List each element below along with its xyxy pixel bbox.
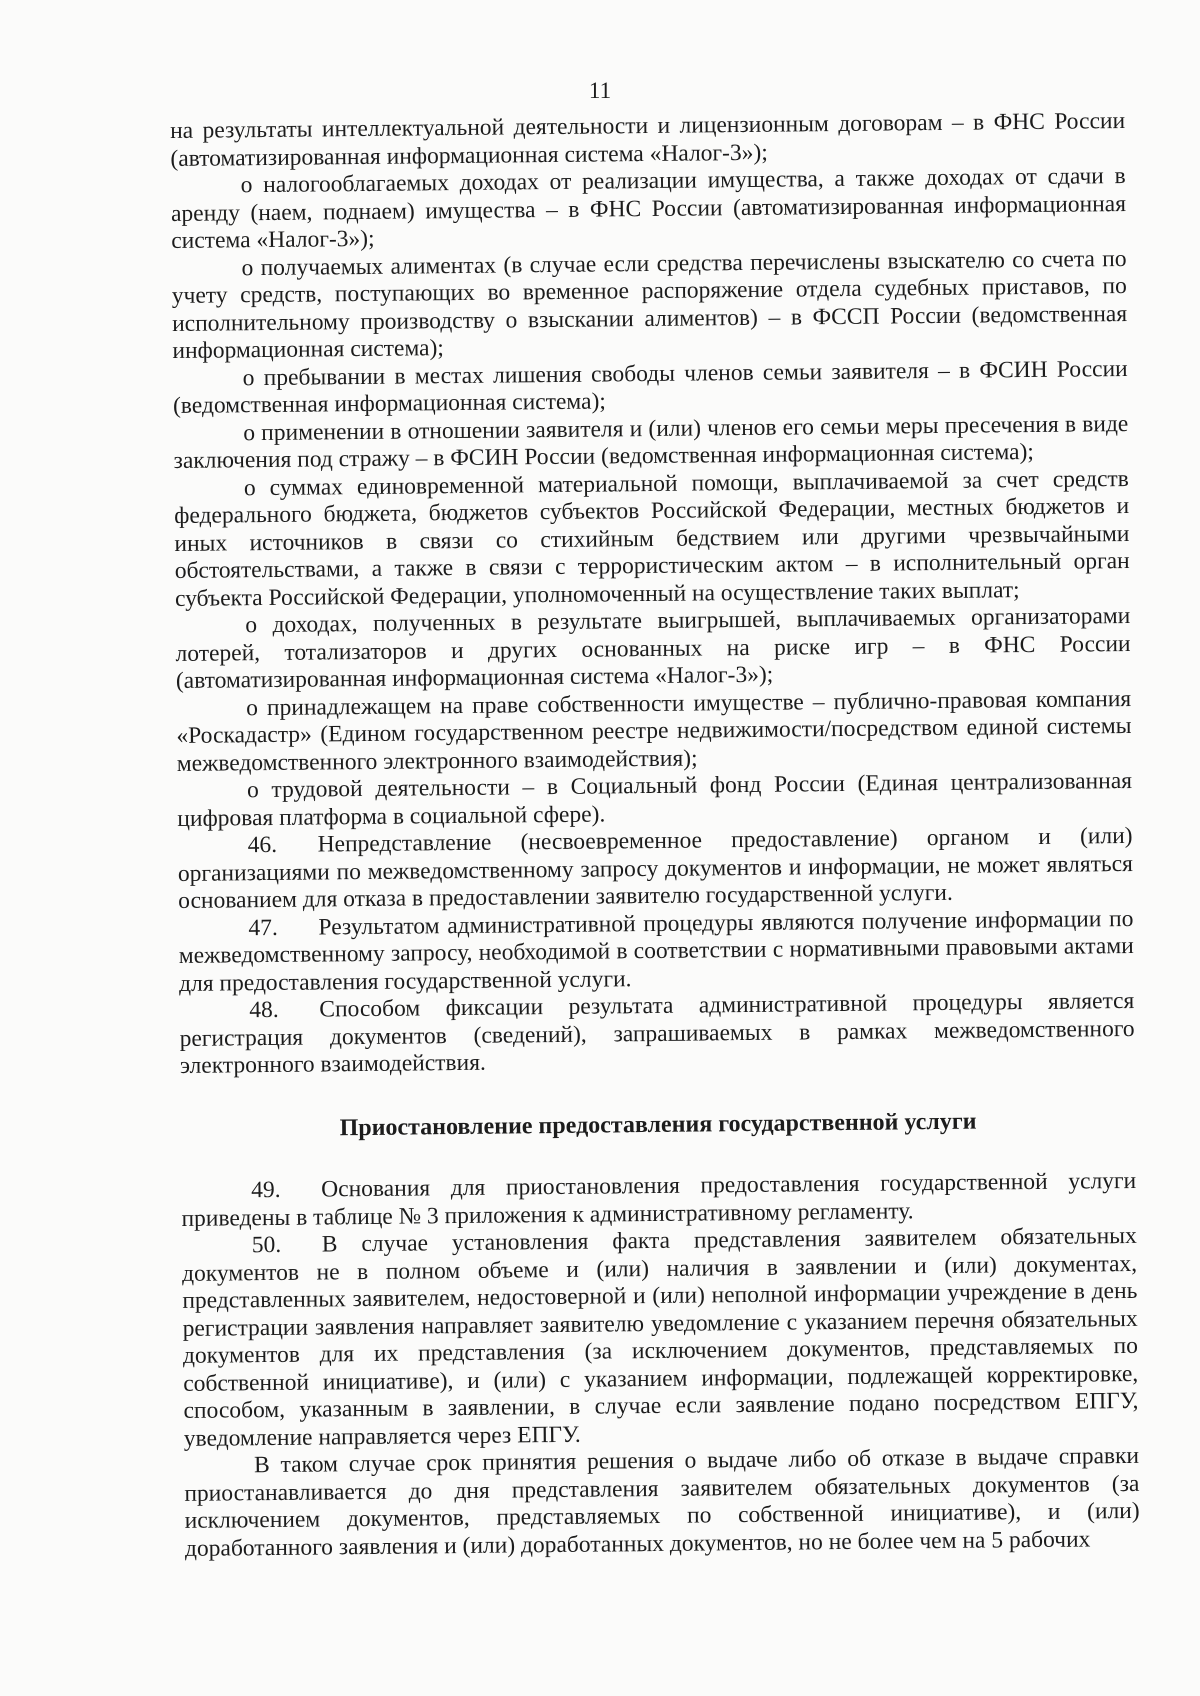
paragraph-continued: на результаты интеллектуальной деятельности и лицензионным договорам – в ФНС России (автоматизированная информационная система «Налог-3»);: [170, 107, 1126, 172]
item-text: Основания для приостановления предоставления государственной услуги приведены в таблице № 3 приложения к административному регламенту.: [181, 1167, 1137, 1232]
item-number: 50.: [251, 1231, 282, 1259]
paragraph: В таком случае срок принятия решения о выдаче либо об отказе в выдаче справки приостанавливается до дня представления заявителем обязательных документов (за исключением документов, представляемых по собственной инициативе), и (или) доработанного заявления и (или) доработанных документов, но не более чем на 5 рабочих: [184, 1442, 1140, 1562]
item-number: 47.: [248, 914, 278, 941]
paragraph: о суммах единовременной материальной помощи, выплачиваемой за счет средств федерального бюджета, бюджетов субъектов Российской Федерации, местных бюджетов и иных источников в связи со стихийным бедствием или другими чрезвычайными обстоятельствами, а также в связи с террористическим актом – в исполнительный орган субъекта Российской Федерации, уполномоченный на осуществление таких выплат;: [174, 465, 1130, 612]
paragraph: о получаемых алиментах (в случае если средства перечислены взыскателю со счета по учету средств, поступающих во временное распоряжение отдела судебных приставов, по исполнительному производству о взыскании алиментов) – в ФССП России (ведомственная информационная система);: [171, 245, 1128, 364]
item-text: Способом фиксации результата административной процедуры является регистрация документов (сведений), запрашиваемых в рамках межведомственного электронного взаимодействия.: [179, 987, 1135, 1079]
numbered-item: [182, 1223, 1139, 1453]
numbered-item: [179, 988, 1135, 1080]
paragraph: о налогооблагаемых доходах от реализации имущества, а также доходах от сдачи в аренду (наем, поднаем) имущества – в ФНС России (автоматизированная информационная система «Налог-3»);: [170, 162, 1127, 254]
item-text: Непредставление (несвоевременное предоставление) органом и (или) организациями по межведомственному запросу документов и информации, не может являться основанием для отказа в предоставлении заявителю государственной услуги.: [177, 822, 1133, 914]
page-number: 11: [588, 78, 612, 103]
item-text: В случае установления факта представления заявителем обязательных документов не в полном объеме и (или) наличия в заявлении и (или) документах, представленных заявителем, недостоверной и (или) неполной информации учреждение в день регистрации заявления направляет заявителю уведомление с указанием перечня обязательных документов для их представления (за исключением документов, представляемых по собственной инициативе), и (или) с указанием информации, подлежащей корректировке, способом, указанным в заявлении, в случае если заявление подано посредством ЕПГУ, уведомление направляется через ЕПГУ.: [181, 1222, 1139, 1452]
item-number: 46.: [247, 831, 278, 859]
numbered-item: [181, 1168, 1137, 1233]
item-number: 48.: [249, 996, 279, 1024]
paragraph: о трудовой деятельности – в Социальный фонд России (Единая централизованная цифровая платформа в социальной сфере).: [177, 767, 1133, 832]
item-number: 49.: [251, 1176, 281, 1204]
paragraph: о доходах, полученных в результате выигрышей, выплачиваемых организаторами лотерей, тотализаторов и других основанных на риске игр – в ФНС России (автоматизированная информационная система «Налог-3»);: [175, 602, 1131, 694]
paragraph: о принадлежащем на праве собственности имуществе – публично-правовая компания «Роскадастр» (Едином государственном реестре недвижимости/посредством единой системы межведомственного электронного взаимодействия);: [176, 685, 1132, 777]
paragraph: о применении в отношении заявителя и (или) членов его семьи меры пресечения в виде заключения под стражу – в ФСИН России (ведомственная информационная система);: [173, 410, 1129, 474]
section-heading: Приостановление предоставления государственной услуги: [339, 1108, 977, 1141]
numbered-item: [178, 905, 1134, 997]
numbered-item: [177, 823, 1133, 915]
item-text: Результатом административной процедуры являются получение информации по межведомственному запросу, необходимой в соответствии с нормативными правовыми актами для предоставления государственной услуги.: [178, 905, 1134, 997]
document-body: [170, 108, 1140, 1563]
paragraph: о пребывании в местах лишения свободы членов семьи заявителя – в ФСИН России (ведомственная информационная система);: [172, 355, 1128, 419]
